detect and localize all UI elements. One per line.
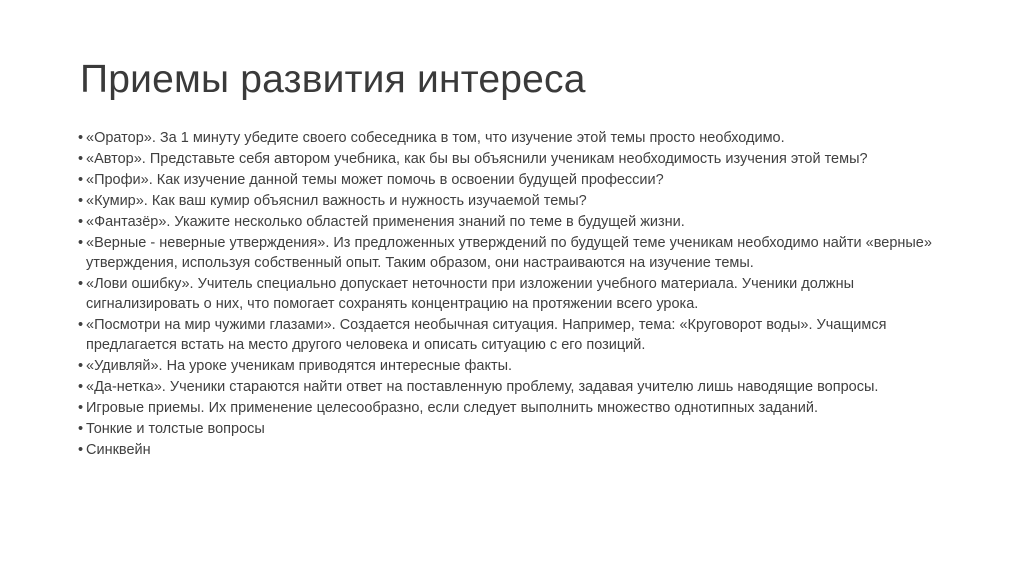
list-item bbox=[78, 128, 944, 148]
list-item bbox=[78, 398, 944, 418]
list-item bbox=[78, 170, 944, 190]
list-item-text: «Фантазёр». Укажите несколько областей применения знаний по теме в будущей жизни. bbox=[86, 214, 685, 230]
list-item-text: «Профи». Как изучение данной темы может помочь в освоении будущей профессии? bbox=[86, 172, 664, 188]
bullet-icon: • bbox=[78, 235, 84, 251]
list-item-text: Синквейн bbox=[86, 442, 151, 458]
list-item bbox=[78, 191, 944, 211]
bullet-icon: • bbox=[78, 193, 84, 209]
bullet-icon: • bbox=[78, 130, 84, 146]
list-item bbox=[78, 274, 944, 314]
list-item-text: «Да-нетка». Ученики стараются найти ответ на поставленную проблему, задавая учителю лишь наводящие вопросы. bbox=[86, 379, 879, 395]
list-item-text: Игровые приемы. Их применение целесообразно, если следует выполнить множество однотипных заданий. bbox=[86, 400, 819, 416]
list-item bbox=[78, 149, 944, 169]
list-item-text: «Оратор». За 1 минуту убедите своего собеседника в том, что изучение этой темы просто необходимо. bbox=[86, 130, 785, 146]
bullet-icon: • bbox=[78, 317, 84, 333]
list-item bbox=[78, 377, 944, 397]
bullet-icon: • bbox=[78, 358, 84, 374]
bullet-icon: • bbox=[78, 421, 84, 437]
bullet-icon: • bbox=[78, 151, 84, 167]
list-item-text: Тонкие и толстые вопросы bbox=[86, 421, 265, 437]
bullet-icon: • bbox=[78, 276, 84, 292]
list-item-text: «Посмотри на мир чужими глазами». Создается необычная ситуация. Например, тема: «Круговорот воды». Учащимся предлагается встать на место другого человека и описать ситуацию с его позиций. bbox=[86, 317, 887, 353]
bullet-icon: • bbox=[78, 442, 84, 458]
list-item-text: «Кумир». Как ваш кумир объяснил важность и нужность изучаемой темы? bbox=[86, 193, 587, 209]
bullet-icon: • bbox=[78, 379, 84, 395]
list-item bbox=[78, 212, 944, 232]
list-item bbox=[78, 315, 944, 355]
list-item-text: «Автор». Представьте себя автором учебника, как бы вы объяснили ученикам необходимость изучения этой темы? bbox=[86, 151, 868, 167]
bullet-icon: • bbox=[78, 400, 84, 416]
bullet-icon: • bbox=[78, 214, 84, 230]
list-item-text: «Удивляй». На уроке ученикам приводятся интересные факты. bbox=[86, 358, 513, 374]
list-item bbox=[78, 356, 944, 376]
list-item bbox=[78, 440, 944, 460]
slide-title: Приемы развития интереса bbox=[80, 58, 586, 101]
list-item-text: «Верные - неверные утверждения». Из предложенных утверждений по будущей теме ученикам необходимо найти «верные» утверждения, используя собственный опыт. Таким образом, они настраиваются на изучение темы. bbox=[86, 235, 932, 271]
bullet-list bbox=[78, 128, 944, 461]
list-item bbox=[78, 419, 944, 439]
list-item bbox=[78, 233, 944, 273]
list-item-text: «Лови ошибку». Учитель специально допускает неточности при изложении учебного материала. Ученики должны сигнализировать о них, что помогает сохранять концентрацию на протяжении всего урока. bbox=[86, 276, 855, 312]
bullet-icon: • bbox=[78, 172, 84, 188]
